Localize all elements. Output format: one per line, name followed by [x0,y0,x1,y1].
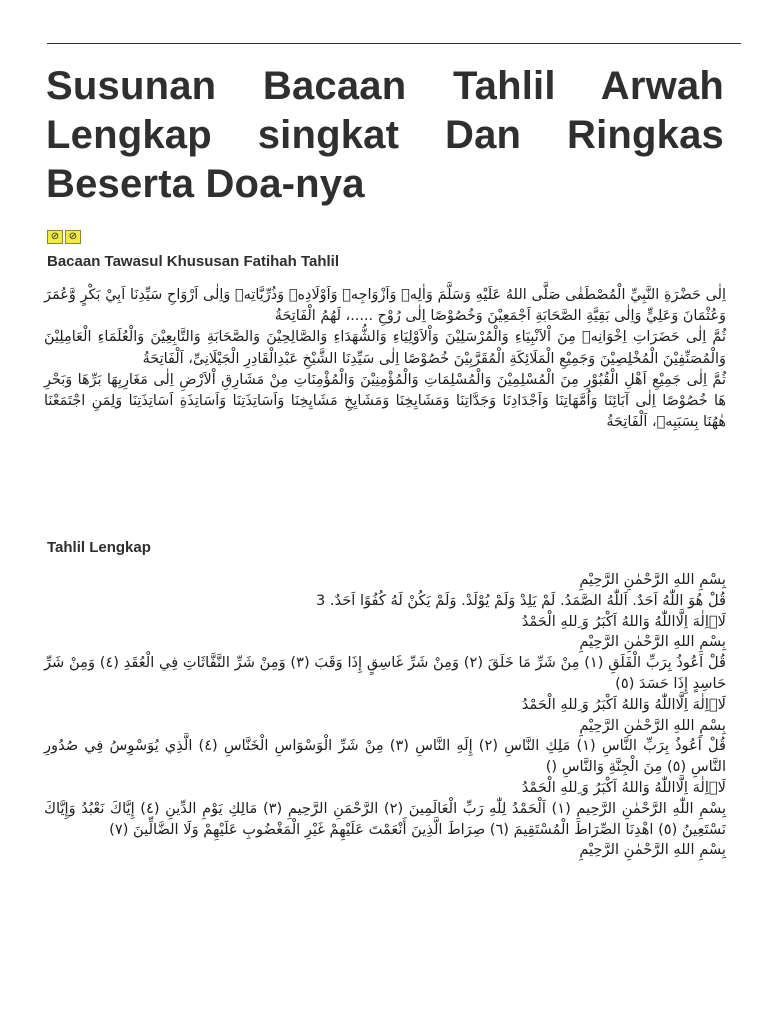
arabic-line: بِسْمِ اللهِ الرَّحْمٰنِ الرَّحِيْمِ [579,633,726,651]
arabic-line: قُلْ اَعُوذُ بِرَبِّ الْفَلَقِ (١) مِنْ شَرِّ مَا خَلَقَ (٢) وَمِنْ شَرِّ غَاسِقٍ إِذَا وَقَبَ (٣) وَمِنْ شَرِّ النَّفَّاثَاتِ فِي الْعُقَدِ (٤) وَمِنْ شَرِّ حَاسِدٍ إِذَا حَسَدَ (٥) [44,654,726,692]
arabic-line: لَاۤاِلٰهَ اِلَّااللّٰهُ وَاللهُ اَكْبَرُ وَ ِللهِ الْحَمْدُ [521,778,726,796]
arabic-paragraph: ثُمَّ اِلٰى حَضَرَاتِ اِخْوَانِهٖ مِنَ اْلاَنْبِيَاءِ وَالْمُرْسَلِيْنَ وَاْلاَوْلِيَاءِ وَالشُّهَدَاءِ وَالصَّالِحِيْنَ وَالصَّحَابَةِ وَالتَّابِعِيْنَ وَالْعُلَمَاءِ الْعَامِلِيْنَ وَالْمُصَنِّفِيْنَ الْمُخْلِصِيْنَ وَجَمِيْعِ الْمَلَائِكَةِ الْمُقَرَّبِيْنَ خُصُوْصًا اِلٰى سَيِّدِنَا الشَّيْخِ عَبْدِالْقَادِرِ الْجَيْلَانِىِّ، اَلْفَاتِحَةُ [44,329,726,367]
section-heading-tawasul: Bacaan Tawasul Khususan Fatihah Tahlil [47,253,340,270]
article-title: Susunan Bacaan Tahlil Arwah Lengkap singkat Dan Ringkas Beserta Doa-nya [46,64,724,206]
arabic-line: قُلْ هُوَ اللّٰهُ اَحَدٌ. اَللّٰهُ الصَّمَدُ. لَمْ يَلِدْ وَلَمْ يُوْلَدْ. وَلَمْ يَكُنْ لَهُ كُفُوًا اَحَدٌ. 3 [316,591,726,609]
arabic-line: لَاۤاِلٰهَ اِلَّااللّٰهُ وَاللهُ اَكْبَرُ وَ ِللهِ الْحَمْدُ [521,612,726,630]
arabic-line: بِسْمِ اللّٰهِ الرَّحْمٰنِ الرَّحِيمِ (١) اَلْحَمْدُ لِلّٰهِ رَبِّ الْعَالَمِينَ (٢) الرَّحْمَنِ الرَّحِيمِ (٣) مَالِكِ يَوْمِ الدِّينِ (٤) إِيَّاكَ نَعْبُدُ وَإِيَّاكَ نَسْتَعِينُ (٥) اهْدِنَا الصِّرَاطَ الْمُسْتَقِيمَ (٦) صِرَاطَ الَّذِينَ أَنْعَمْتَ عَلَيْهِمْ غَيْرِ الْمَغْضُوبِ عَلَيْهِمْ وَلَا الضَّالِّينَ (٧) [44,799,727,838]
arabic-line: بِسْمِ اللهِ الرَّحْمٰنِ الرَّحِيْمِ [579,841,726,859]
tawasul-text [44,285,726,433]
arabic-line: بِسْمِ اللهِ الرَّحْمٰنِ الرَّحِيْمِ [579,571,726,588]
share-icon[interactable]: ⊘ [47,230,63,244]
arabic-line: بِسْمِ اللهِ الرَّحْمٰنِ الرَّحِيْمِ [579,716,726,734]
arabic-paragraph: اِلٰى حَضْرَةِ النَّبِيِّ الْمُصْطَفٰى صَلَّى اللهُ عَلَيْهِ وَسَلَّمَ وَاٰلِهٖ وَاَزْوَاجِهٖ وَاَوْلَادِهٖ وَذُرِّيَّاتِهٖ وَاِلٰى اَرْوَاحِ سَيِّدِنَا اَبِيْ بَكْرٍ وَّعُمَرَ وَعُثْمَانَ وَعَلِيٍّ وَاِلٰى بَقِيَّةِ الصَّحَابَةِ اَجْمَعِيْنَ وَخُصُوْصًا اِلٰى رُوْحِ .....، لَهُمُ الْفَاتِحَةُ [44,287,726,325]
share-icons [47,230,81,244]
top-divider [47,43,741,44]
arabic-line: لَاۤاِلٰهَ اِلَّااللّٰهُ وَاللهُ اَكْبَرُ وَ ِللهِ الْحَمْدُ [521,695,726,713]
tahlil-text [44,570,726,861]
share-icon[interactable]: ⊘ [65,230,81,244]
section-heading-tahlil: Tahlil Lengkap [47,539,151,556]
arabic-line: قُلْ اَعُوذُ بِرَبِّ النَّاسِ (١) مَلِكِ النَّاسِ (٢) إِلَهِ النَّاسِ (٣) مِنْ شَرِّ الْوَسْوَاسِ الْخَنَّاسِ (٤) الَّذِي يُوَسْوِسُ فِي صُدُورِ النَّاسِ (٥) مِنَ الْجِنَّةِ وَالنَّاسِ () [44,737,726,776]
arabic-paragraph: ثُمَّ اِلٰى جَمِيْعِ اَهْلِ الْقُبُوْرِ مِنَ الْمُسْلِمِيْنَ وَالْمُسْلِمَاتِ وَالْمُؤْمِنِيْنَ وَالْمُؤْمِنَاتِ مِنْ مَشَارِقِ اْلاَرْضِ اِلٰى مَغَارِبِهَا بَرِّهَا وَبَحْرِ هَا خُصُوْصًا اِلٰى آبَائِنَا وَاُمَّهَاتِنَا وَاَجْدَادِنَا وَجَدَّاتِنَا وَمَشَايِخِنَا وَمَشَايِخِ مَشَايِخِنَا وَاَسَاتِذَتِنَا وَاَسَاتِذَةِ اَسَاتِذَتِنَا وَلِمَنِ اجْتَمَعْنَا هٰهُنَا بِسَبَبِهٖ، اَلْفَاتِحَةُ [44,371,726,431]
